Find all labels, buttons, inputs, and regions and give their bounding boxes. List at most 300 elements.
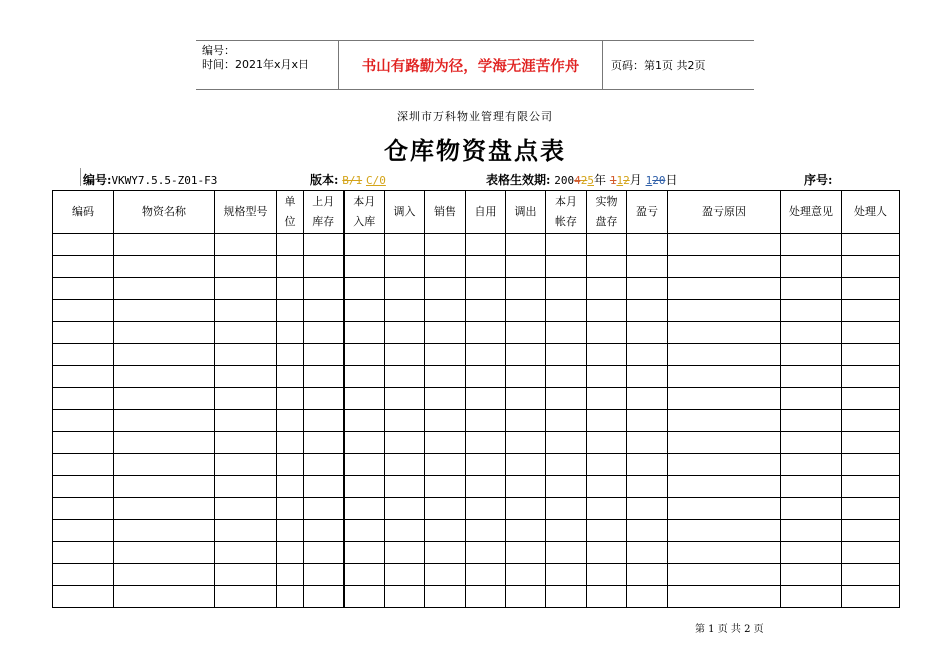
- version-label: 版本:: [310, 173, 339, 187]
- table-cell[interactable]: [425, 322, 466, 344]
- table-cell[interactable]: [344, 234, 385, 256]
- col-physical-stock: 实物 盘存: [587, 191, 627, 234]
- table-cell[interactable]: [842, 388, 900, 410]
- table-cell[interactable]: [466, 498, 506, 520]
- table-cell[interactable]: [385, 234, 425, 256]
- table-cell[interactable]: [842, 234, 900, 256]
- table-cell[interactable]: [344, 564, 385, 586]
- table-row: [53, 344, 900, 366]
- table-cell[interactable]: [466, 388, 506, 410]
- table-cell[interactable]: [344, 498, 385, 520]
- table-cell[interactable]: [215, 388, 277, 410]
- table-cell[interactable]: [215, 520, 277, 542]
- table-cell[interactable]: [466, 300, 506, 322]
- table-cell[interactable]: [215, 542, 277, 564]
- table-cell[interactable]: [668, 586, 781, 608]
- form-title: 仓库物资盘点表: [384, 136, 566, 165]
- table-cell[interactable]: [114, 564, 215, 586]
- table-cell[interactable]: [114, 586, 215, 608]
- table-cell[interactable]: [114, 234, 215, 256]
- table-cell[interactable]: [304, 432, 344, 454]
- table-cell[interactable]: [546, 498, 587, 520]
- table-cell[interactable]: [842, 520, 900, 542]
- table-cell[interactable]: [277, 278, 304, 300]
- table-cell[interactable]: [425, 278, 466, 300]
- table-cell[interactable]: [587, 366, 627, 388]
- table-row: [53, 322, 900, 344]
- table-cell[interactable]: [344, 388, 385, 410]
- table-cell[interactable]: [304, 388, 344, 410]
- table-cell[interactable]: [466, 366, 506, 388]
- table-cell[interactable]: [385, 454, 425, 476]
- table-cell[interactable]: [668, 498, 781, 520]
- table-cell[interactable]: [781, 520, 842, 542]
- table-cell[interactable]: [842, 366, 900, 388]
- table-cell[interactable]: [546, 476, 587, 498]
- table-cell[interactable]: [425, 388, 466, 410]
- table-cell[interactable]: [53, 432, 114, 454]
- table-cell[interactable]: [668, 322, 781, 344]
- table-cell[interactable]: [842, 410, 900, 432]
- table-cell[interactable]: [114, 410, 215, 432]
- table-cell[interactable]: [425, 476, 466, 498]
- table-cell[interactable]: [344, 300, 385, 322]
- table-cell[interactable]: [627, 520, 668, 542]
- table-cell[interactable]: [627, 454, 668, 476]
- table-cell[interactable]: [215, 586, 277, 608]
- table-cell[interactable]: [215, 454, 277, 476]
- table-cell[interactable]: [466, 520, 506, 542]
- table-cell[interactable]: [546, 432, 587, 454]
- table-cell[interactable]: [215, 366, 277, 388]
- table-cell[interactable]: [587, 344, 627, 366]
- table-cell[interactable]: [53, 344, 114, 366]
- table-cell[interactable]: [546, 542, 587, 564]
- table-cell[interactable]: [277, 322, 304, 344]
- table-cell[interactable]: [627, 344, 668, 366]
- table-cell[interactable]: [385, 432, 425, 454]
- table-cell[interactable]: [277, 366, 304, 388]
- table-cell[interactable]: [425, 454, 466, 476]
- table-cell[interactable]: [277, 234, 304, 256]
- date-year-prefix: 200: [554, 174, 575, 187]
- table-cell[interactable]: [842, 432, 900, 454]
- effective-date: [486, 171, 677, 188]
- table-cell[interactable]: [425, 564, 466, 586]
- table-cell[interactable]: [53, 322, 114, 344]
- table-cell[interactable]: [466, 586, 506, 608]
- table-cell[interactable]: [627, 586, 668, 608]
- table-cell[interactable]: [781, 586, 842, 608]
- table-cell[interactable]: [277, 256, 304, 278]
- table-cell[interactable]: [627, 476, 668, 498]
- table-cell[interactable]: [215, 322, 277, 344]
- table-cell[interactable]: [781, 454, 842, 476]
- table-cell[interactable]: [627, 366, 668, 388]
- table-cell[interactable]: [842, 498, 900, 520]
- table-cell[interactable]: [668, 234, 781, 256]
- table-cell[interactable]: [53, 542, 114, 564]
- table-cell[interactable]: [506, 498, 546, 520]
- table-cell[interactable]: [668, 454, 781, 476]
- table-cell[interactable]: [546, 564, 587, 586]
- table-cell[interactable]: [215, 234, 277, 256]
- table-cell[interactable]: [842, 586, 900, 608]
- table-cell[interactable]: [668, 300, 781, 322]
- table-cell[interactable]: [114, 432, 215, 454]
- table-cell[interactable]: [627, 388, 668, 410]
- date-day-new: 1: [645, 174, 653, 187]
- table-cell[interactable]: [587, 542, 627, 564]
- table-cell[interactable]: [425, 432, 466, 454]
- table-cell[interactable]: [344, 278, 385, 300]
- table-cell[interactable]: [587, 278, 627, 300]
- table-cell[interactable]: [781, 410, 842, 432]
- table-cell[interactable]: [344, 476, 385, 498]
- table-cell[interactable]: [506, 564, 546, 586]
- table-cell[interactable]: [587, 476, 627, 498]
- table-cell[interactable]: [277, 388, 304, 410]
- table-cell[interactable]: [627, 432, 668, 454]
- table-cell[interactable]: [842, 476, 900, 498]
- table-cell[interactable]: [425, 542, 466, 564]
- serial-label: 序号:: [804, 173, 833, 187]
- col-profit-loss-reason: 盈亏原因: [668, 191, 781, 234]
- form-version: [310, 171, 386, 188]
- table-cell[interactable]: [277, 300, 304, 322]
- table-cell[interactable]: [466, 256, 506, 278]
- table-cell[interactable]: [304, 520, 344, 542]
- table-row: [53, 498, 900, 520]
- table-cell[interactable]: [781, 388, 842, 410]
- table-cell[interactable]: [466, 322, 506, 344]
- col-item-name: 物资名称: [114, 191, 215, 234]
- table-cell[interactable]: [114, 366, 215, 388]
- table-cell[interactable]: [425, 366, 466, 388]
- table-cell[interactable]: [114, 520, 215, 542]
- table-cell[interactable]: [114, 476, 215, 498]
- table-cell[interactable]: [506, 322, 546, 344]
- table-cell[interactable]: [781, 234, 842, 256]
- table-cell[interactable]: [506, 454, 546, 476]
- table-cell[interactable]: [114, 278, 215, 300]
- table-cell[interactable]: [304, 344, 344, 366]
- table-cell[interactable]: [53, 454, 114, 476]
- table-cell[interactable]: [781, 564, 842, 586]
- table-cell[interactable]: [506, 388, 546, 410]
- table-cell[interactable]: [304, 234, 344, 256]
- table-cell[interactable]: [425, 234, 466, 256]
- meta-divider: [80, 168, 81, 186]
- table-cell[interactable]: [277, 498, 304, 520]
- table-cell[interactable]: [546, 256, 587, 278]
- header-page-info: 页码：第1页 共2页: [611, 59, 706, 72]
- table-cell[interactable]: [277, 520, 304, 542]
- table-cell[interactable]: [506, 300, 546, 322]
- table-cell[interactable]: [546, 388, 587, 410]
- table-cell[interactable]: [466, 564, 506, 586]
- table-cell[interactable]: [304, 564, 344, 586]
- table-cell[interactable]: [344, 344, 385, 366]
- table-cell[interactable]: [506, 234, 546, 256]
- table-cell[interactable]: [385, 300, 425, 322]
- table-cell[interactable]: [506, 278, 546, 300]
- table-cell[interactable]: [385, 278, 425, 300]
- table-cell[interactable]: [277, 564, 304, 586]
- table-cell[interactable]: [385, 366, 425, 388]
- table-cell[interactable]: [668, 410, 781, 432]
- table-cell[interactable]: [304, 278, 344, 300]
- table-cell[interactable]: [587, 410, 627, 432]
- table-cell[interactable]: [114, 256, 215, 278]
- table-cell[interactable]: [546, 410, 587, 432]
- table-cell[interactable]: [546, 366, 587, 388]
- table-cell[interactable]: [425, 410, 466, 432]
- table-cell[interactable]: [627, 234, 668, 256]
- table-cell[interactable]: [344, 256, 385, 278]
- table-cell[interactable]: [627, 256, 668, 278]
- table-cell[interactable]: [627, 278, 668, 300]
- table-cell[interactable]: [53, 366, 114, 388]
- table-cell[interactable]: [466, 542, 506, 564]
- table-cell[interactable]: [277, 454, 304, 476]
- table-cell[interactable]: [587, 498, 627, 520]
- table-cell[interactable]: [587, 300, 627, 322]
- table-cell[interactable]: [842, 256, 900, 278]
- table-row: [53, 564, 900, 586]
- table-cell[interactable]: [304, 586, 344, 608]
- table-cell[interactable]: [668, 564, 781, 586]
- table-cell[interactable]: [304, 300, 344, 322]
- table-cell[interactable]: [215, 256, 277, 278]
- table-cell[interactable]: [53, 234, 114, 256]
- table-cell[interactable]: [842, 278, 900, 300]
- table-cell[interactable]: [53, 520, 114, 542]
- table-cell[interactable]: [627, 498, 668, 520]
- table-cell[interactable]: [385, 410, 425, 432]
- table-cell[interactable]: [668, 476, 781, 498]
- table-cell[interactable]: [627, 410, 668, 432]
- table-cell[interactable]: [842, 300, 900, 322]
- table-cell[interactable]: [114, 300, 215, 322]
- table-cell[interactable]: [668, 344, 781, 366]
- table-cell[interactable]: [546, 520, 587, 542]
- table-cell[interactable]: [668, 278, 781, 300]
- table-cell[interactable]: [668, 256, 781, 278]
- table-cell[interactable]: [344, 366, 385, 388]
- table-row: [53, 410, 900, 432]
- table-cell[interactable]: [344, 432, 385, 454]
- table-cell[interactable]: [304, 542, 344, 564]
- table-cell[interactable]: [304, 498, 344, 520]
- table-cell[interactable]: [215, 476, 277, 498]
- table-cell[interactable]: [344, 520, 385, 542]
- table-cell[interactable]: [546, 278, 587, 300]
- table-cell[interactable]: [344, 542, 385, 564]
- table-cell[interactable]: [53, 388, 114, 410]
- table-cell[interactable]: [425, 520, 466, 542]
- table-cell[interactable]: [385, 476, 425, 498]
- table-cell[interactable]: [587, 564, 627, 586]
- table-cell[interactable]: [114, 388, 215, 410]
- table-cell[interactable]: [215, 410, 277, 432]
- table-cell[interactable]: [114, 542, 215, 564]
- table-cell[interactable]: [215, 278, 277, 300]
- table-cell[interactable]: [842, 454, 900, 476]
- table-cell[interactable]: [425, 586, 466, 608]
- table-cell[interactable]: [215, 344, 277, 366]
- table-cell[interactable]: [114, 344, 215, 366]
- table-cell[interactable]: [277, 432, 304, 454]
- table-cell[interactable]: [466, 344, 506, 366]
- table-cell[interactable]: [506, 476, 546, 498]
- table-cell[interactable]: [842, 564, 900, 586]
- table-cell[interactable]: [53, 586, 114, 608]
- table-cell[interactable]: [53, 498, 114, 520]
- col-unit: 单 位: [277, 191, 304, 234]
- table-cell[interactable]: [587, 432, 627, 454]
- table-cell[interactable]: [304, 366, 344, 388]
- table-row: [53, 542, 900, 564]
- table-cell[interactable]: [53, 410, 114, 432]
- header-number-label: 编号：: [202, 44, 235, 57]
- table-cell[interactable]: [781, 476, 842, 498]
- table-cell[interactable]: [277, 344, 304, 366]
- header-meta: [196, 41, 338, 89]
- table-cell[interactable]: [781, 366, 842, 388]
- table-cell[interactable]: [277, 476, 304, 498]
- table-cell[interactable]: [466, 234, 506, 256]
- table-cell[interactable]: [304, 322, 344, 344]
- table-cell[interactable]: [304, 476, 344, 498]
- table-cell[interactable]: [546, 234, 587, 256]
- table-cell[interactable]: [668, 388, 781, 410]
- table-cell[interactable]: [781, 432, 842, 454]
- table-cell[interactable]: [425, 344, 466, 366]
- table-cell[interactable]: [546, 344, 587, 366]
- table-cell[interactable]: [668, 366, 781, 388]
- table-cell[interactable]: [506, 344, 546, 366]
- table-cell[interactable]: [781, 256, 842, 278]
- table-cell[interactable]: [587, 234, 627, 256]
- table-cell[interactable]: [277, 542, 304, 564]
- table-cell[interactable]: [53, 300, 114, 322]
- table-cell[interactable]: [466, 278, 506, 300]
- table-row: [53, 586, 900, 608]
- table-cell[interactable]: [627, 542, 668, 564]
- table-cell[interactable]: [587, 586, 627, 608]
- table-cell[interactable]: [385, 388, 425, 410]
- table-cell[interactable]: [506, 256, 546, 278]
- table-cell[interactable]: [506, 432, 546, 454]
- table-cell[interactable]: [587, 388, 627, 410]
- table-cell[interactable]: [668, 542, 781, 564]
- table-cell[interactable]: [344, 586, 385, 608]
- table-cell[interactable]: [587, 256, 627, 278]
- table-cell[interactable]: [53, 564, 114, 586]
- table-cell[interactable]: [304, 454, 344, 476]
- table-cell[interactable]: [781, 300, 842, 322]
- table-cell[interactable]: [781, 322, 842, 344]
- table-cell[interactable]: [425, 300, 466, 322]
- table-cell[interactable]: [466, 476, 506, 498]
- table-cell[interactable]: [304, 256, 344, 278]
- table-cell[interactable]: [627, 322, 668, 344]
- table-cell[interactable]: [215, 432, 277, 454]
- table-cell[interactable]: [114, 498, 215, 520]
- table-cell[interactable]: [466, 432, 506, 454]
- table-cell[interactable]: [53, 256, 114, 278]
- table-cell[interactable]: [344, 454, 385, 476]
- table-cell[interactable]: [385, 256, 425, 278]
- table-cell[interactable]: [587, 322, 627, 344]
- table-cell[interactable]: [425, 498, 466, 520]
- table-cell[interactable]: [842, 542, 900, 564]
- table-cell[interactable]: [385, 520, 425, 542]
- table-cell[interactable]: [114, 454, 215, 476]
- table-cell[interactable]: [546, 300, 587, 322]
- table-cell[interactable]: [842, 344, 900, 366]
- table-cell[interactable]: [506, 586, 546, 608]
- col-transfer-out: 调出: [506, 191, 546, 234]
- table-cell[interactable]: [385, 564, 425, 586]
- table-cell[interactable]: [546, 454, 587, 476]
- table-cell[interactable]: [215, 498, 277, 520]
- company-name: 深圳市万科物业管理有限公司: [397, 110, 553, 123]
- table-cell[interactable]: [668, 520, 781, 542]
- col-profit-loss: 盈亏: [627, 191, 668, 234]
- table-cell[interactable]: [385, 586, 425, 608]
- table-cell[interactable]: [842, 322, 900, 344]
- table-cell[interactable]: [215, 564, 277, 586]
- table-cell[interactable]: [344, 322, 385, 344]
- table-cell[interactable]: [506, 410, 546, 432]
- table-cell[interactable]: [506, 366, 546, 388]
- table-cell[interactable]: [215, 300, 277, 322]
- table-cell[interactable]: [587, 454, 627, 476]
- table-cell[interactable]: [781, 542, 842, 564]
- table-cell[interactable]: [466, 454, 506, 476]
- table-cell[interactable]: [385, 498, 425, 520]
- table-cell[interactable]: [506, 542, 546, 564]
- header-time: 时间：2021年x月x日: [202, 58, 310, 71]
- table-cell[interactable]: [385, 322, 425, 344]
- form-code: [83, 171, 217, 188]
- table-cell[interactable]: [546, 586, 587, 608]
- table-cell[interactable]: [53, 278, 114, 300]
- table-cell[interactable]: [668, 432, 781, 454]
- table-cell[interactable]: [781, 278, 842, 300]
- table-cell[interactable]: [506, 520, 546, 542]
- table-cell[interactable]: [546, 322, 587, 344]
- table-cell[interactable]: [466, 410, 506, 432]
- table-cell[interactable]: [781, 344, 842, 366]
- table-cell[interactable]: [627, 300, 668, 322]
- table-cell[interactable]: [781, 498, 842, 520]
- table-cell[interactable]: [385, 344, 425, 366]
- table-cell[interactable]: [277, 410, 304, 432]
- table-cell[interactable]: [114, 322, 215, 344]
- table-cell[interactable]: [587, 520, 627, 542]
- table-cell[interactable]: [53, 476, 114, 498]
- table-cell[interactable]: [385, 542, 425, 564]
- table-cell[interactable]: [425, 256, 466, 278]
- table-cell[interactable]: [344, 410, 385, 432]
- table-cell[interactable]: [277, 586, 304, 608]
- table-cell[interactable]: [304, 410, 344, 432]
- effective-date-label: 表格生效期:: [486, 173, 551, 187]
- table-cell[interactable]: [627, 564, 668, 586]
